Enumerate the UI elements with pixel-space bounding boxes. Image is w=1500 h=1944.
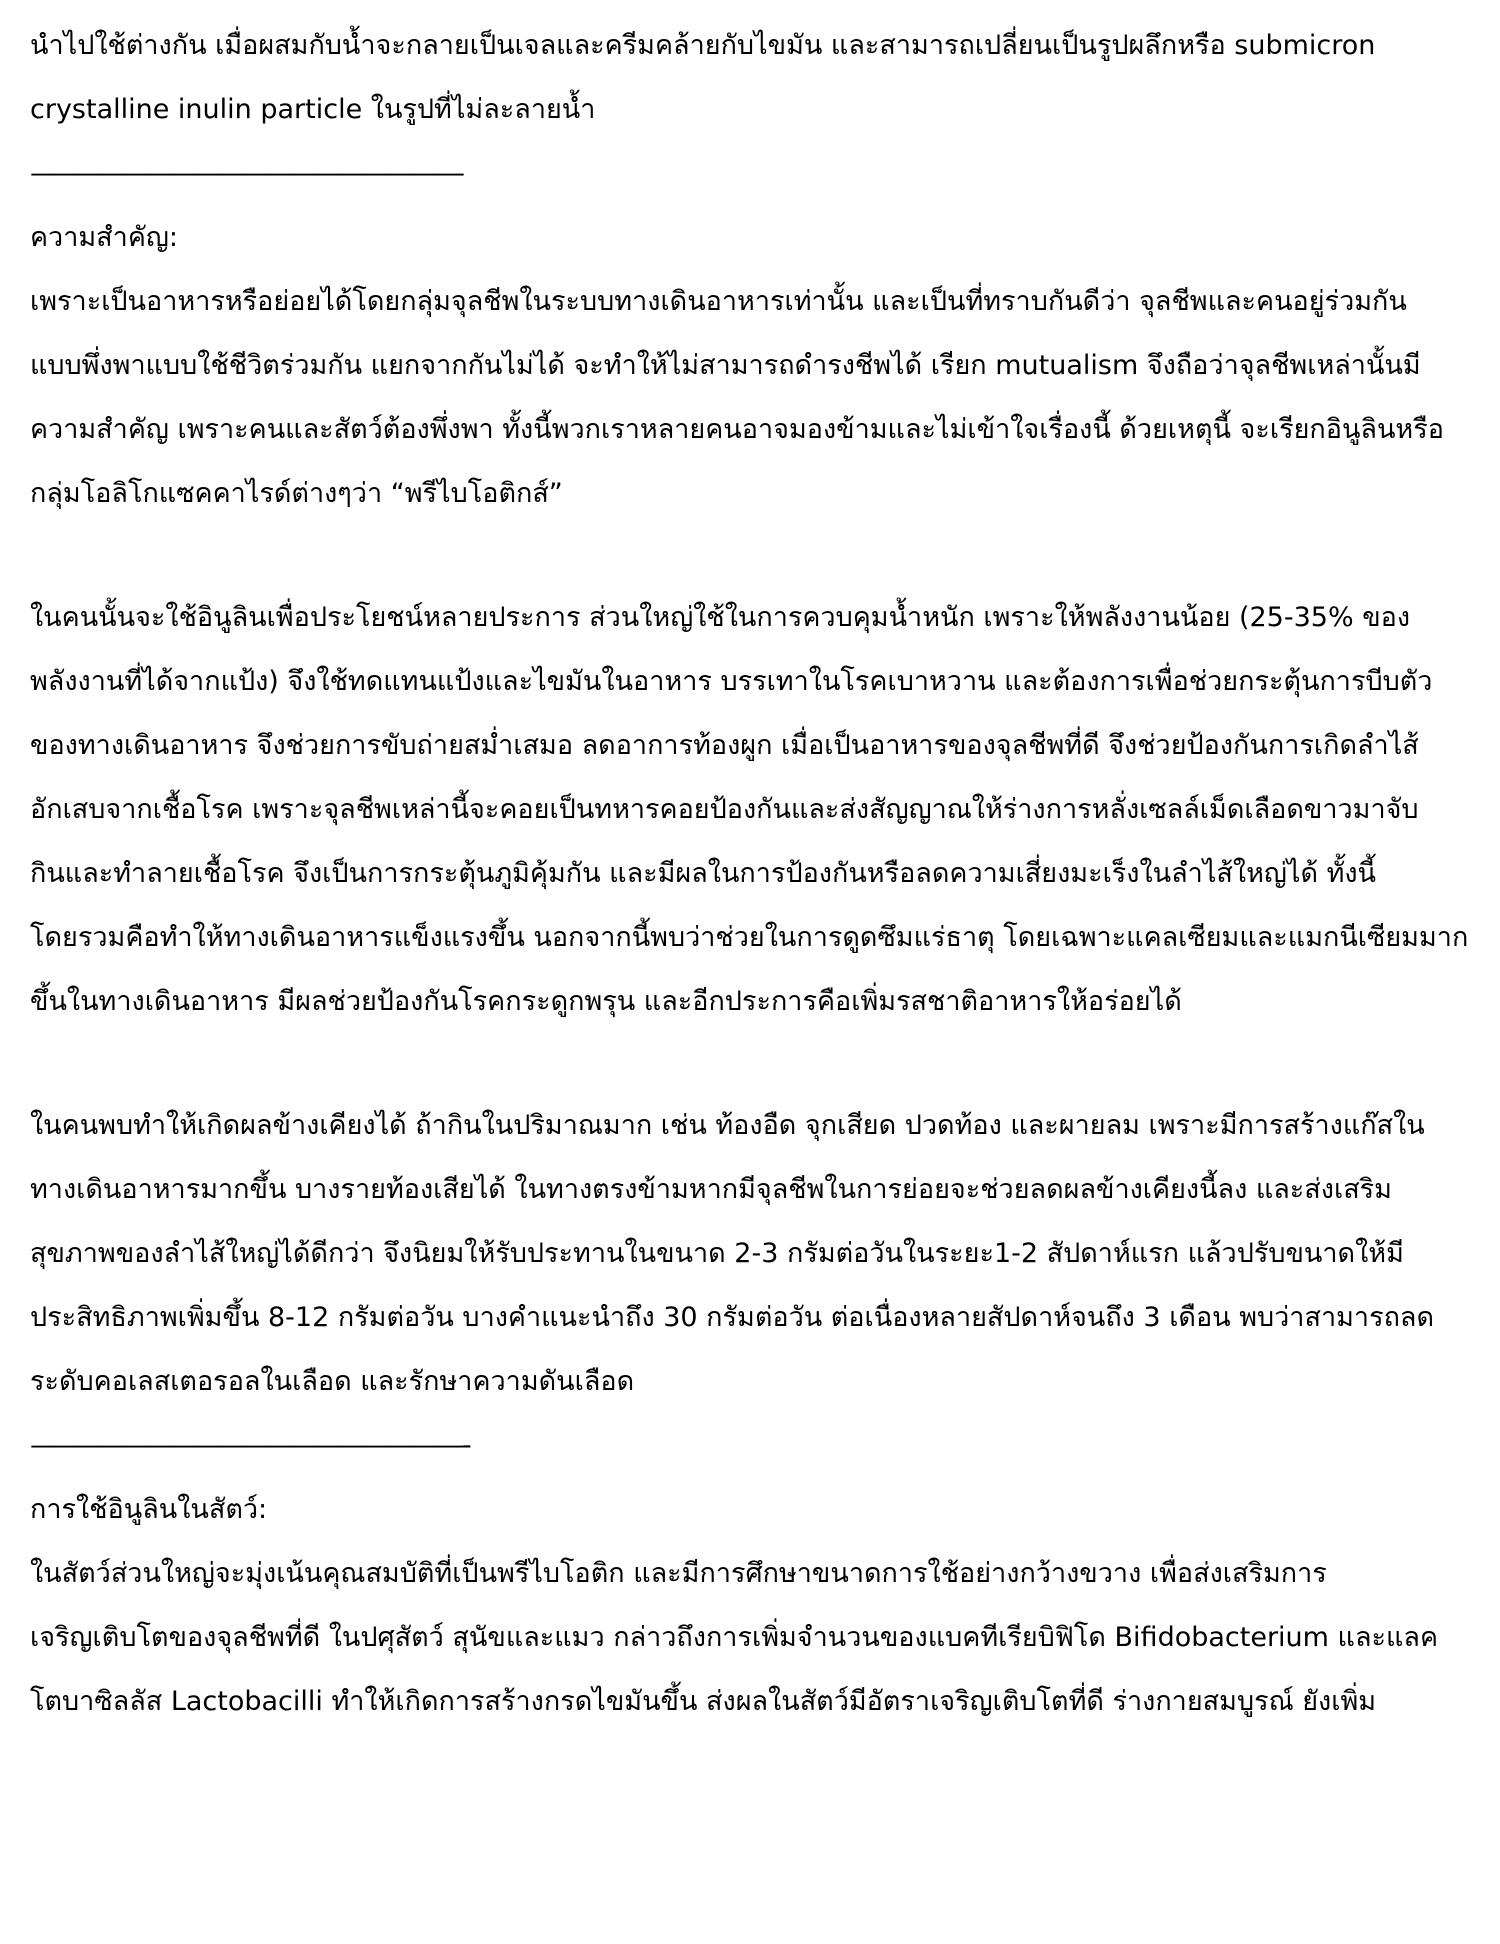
paragraph-spacer <box>30 1034 1470 1094</box>
paragraph-line: ในสัตว์ส่วนใหญ่จะมุ่งเน้นคุณสมบัติที่เป็นพรีไบโอติก และมีการศึกษาขนาดการใช้อย่างกว้างขวาง เพื่อส่งเสริมการ <box>30 1558 1327 1589</box>
paragraph-line: ประสิทธิภาพเพิ่มขึ้น 8-12 กรัมต่อวัน บางคำแนะนำถึง 30 กรัมต่อวัน ต่อเนื่องหลายสัปดาห์จนถึง 3 เดือน พบว่าสามารถลด <box>30 1302 1434 1333</box>
section-divider: —————————————————— <box>30 158 462 189</box>
paragraph-line: กลุ่มโอลิโกแซคคาไรด์ต่างๆว่า “พรีไบโอติกส์” <box>30 478 563 509</box>
paragraph-line: อักเสบจากเชื้อโรค เพราะจุลชีพเหล่านี้จะคอยเป็นทหารคอยป้องกันและส่งสัญญาณให้ร่างการหลั่งเซลล์เม็ดเลือดขาวมาจับ <box>30 794 1419 825</box>
paragraph-importance-3 <box>30 1094 1470 1414</box>
paragraph-line: สุขภาพของลำไส้ใหญ่ได้ดีกว่า จึงนิยมให้รับประทานในขนาด 2-3 กรัมต่อวันในระยะ1-2 สัปดาห์แรก แล้วปรับขนาดให้มี <box>30 1238 1404 1269</box>
paragraph-line: ในคนพบทำให้เกิดผลข้างเคียงได้ ถ้ากินในปริมาณมาก เช่น ท้องอืด จุกเสียด ปวดท้อง และผายลม เพราะมีการสร้างแก๊สใน <box>30 1110 1425 1141</box>
paragraph-line: แบบพึ่งพาแบบใช้ชีวิตร่วมกัน แยกจากกันไม่ได้ จะทำให้ไม่สามารถดำรงชีพได้ เรียก mutualism จึงถือว่าจุลชีพเหล่านั้นมี <box>30 350 1421 381</box>
paragraph-animals-1 <box>30 1542 1470 1734</box>
section-divider: ——————————————————- <box>30 1430 469 1461</box>
section-heading-animals: การใช้อินูลินในสัตว์: <box>30 1494 268 1525</box>
paragraph-line: กินและทำลายเชื้อโรค จึงเป็นการกระตุ้นภูมิคุ้มกัน และมีผลในการป้องกันหรือลดความเสี่ยงมะเร็งในลำไส้ใหญ่ได้ ทั้งนี้ <box>30 858 1377 889</box>
paragraph-importance-2 <box>30 586 1470 1034</box>
paragraph-importance-1 <box>30 270 1470 526</box>
paragraph-line: พลังงานที่ได้จากแป้ง) จึงใช้ทดแทนแป้งและไขมันในอาหาร บรรเทาในโรคเบาหวาน และต้องการเพื่อช่วยกระตุ้นการบีบตัว <box>30 666 1433 697</box>
paragraph-line: ระดับคอเลสเตอรอลในเลือด และรักษาความดันเลือด <box>30 1366 635 1397</box>
paragraph-line: ในคนนั้นจะใช้อินูลินเพื่อประโยชน์หลายประการ ส่วนใหญ่ใช้ในการควบคุมน้ำหนัก เพราะให้พลังงานน้อย (25-35% ของ <box>30 602 1411 633</box>
paragraph-line: เพราะเป็นอาหารหรือย่อยได้โดยกลุ่มจุลชีพในระบบทางเดินอาหารเท่านั้น และเป็นที่ทราบกันดีว่า จุลชีพและคนอยู่ร่วมกัน <box>30 286 1407 317</box>
paragraph-line: โดยรวมคือทำให้ทางเดินอาหารแข็งแรงขึ้น นอกจากนี้พบว่าช่วยในการดูดซึมแร่ธาตุ โดยเฉพาะแคลเซียมและแมกนีเซียมมาก <box>30 922 1469 953</box>
paragraph-line: ความสำคัญ เพราะคนและสัตว์ต้องพึ่งพา ทั้งนี้พวกเราหลายคนอาจมองข้ามและไม่เข้าใจเรื่องนี้ ด้วยเหตุนี้ จะเรียกอินูลินหรือ <box>30 414 1444 445</box>
paragraph-line: ขึ้นในทางเดินอาหาร มีผลช่วยป้องกันโรคกระดูกพรุน และอีกประการคือเพิ่มรสชาติอาหารให้อร่อยได้ <box>30 986 1182 1017</box>
paragraph-spacer <box>30 526 1470 586</box>
paragraph-line: โตบาซิลลัส Lactobacilli ทำให้เกิดการสร้างกรดไขมันขึ้น ส่งผลในสัตว์มีอัตราเจริญเติบโตที่ดี ร่างกายสมบูรณ์ ยังเพิ่ม <box>30 1686 1377 1717</box>
intro-line: นำไปใช้ต่างกัน เมื่อผสมกับน้ำจะกลายเป็นเจลและครีมคล้ายกับไขมัน และสามารถเปลี่ยนเป็นรูปผลึกหรือ submicron <box>30 30 1376 61</box>
paragraph-line: ทางเดินอาหารมากขึ้น บางรายท้องเสียได้ ในทางตรงข้ามหากมีจุลชีพในการย่อยจะช่วยลดผลข้างเคียงนี้ลง และส่งเสริม <box>30 1174 1392 1205</box>
paragraph-line: ของทางเดินอาหาร จึงช่วยการขับถ่ายสม่ำเสมอ ลดอาการท้องผูก เมื่อเป็นอาหารของจุลชีพที่ดี จึงช่วยป้องกันการเกิดลำไส้ <box>30 730 1419 761</box>
section-heading-importance: ความสำคัญ: <box>30 222 178 253</box>
paragraph-line: เจริญเติบโตของจุลชีพที่ดี ในปศุสัตว์ สุนัขและแมว กล่าวถึงการเพิ่มจำนวนของแบคทีเรียบิฟิโด Bifidobacterium และแลค <box>30 1622 1439 1653</box>
intro-line: crystalline inulin particle ในรูปที่ไม่ละลายน้ำ <box>30 94 596 125</box>
